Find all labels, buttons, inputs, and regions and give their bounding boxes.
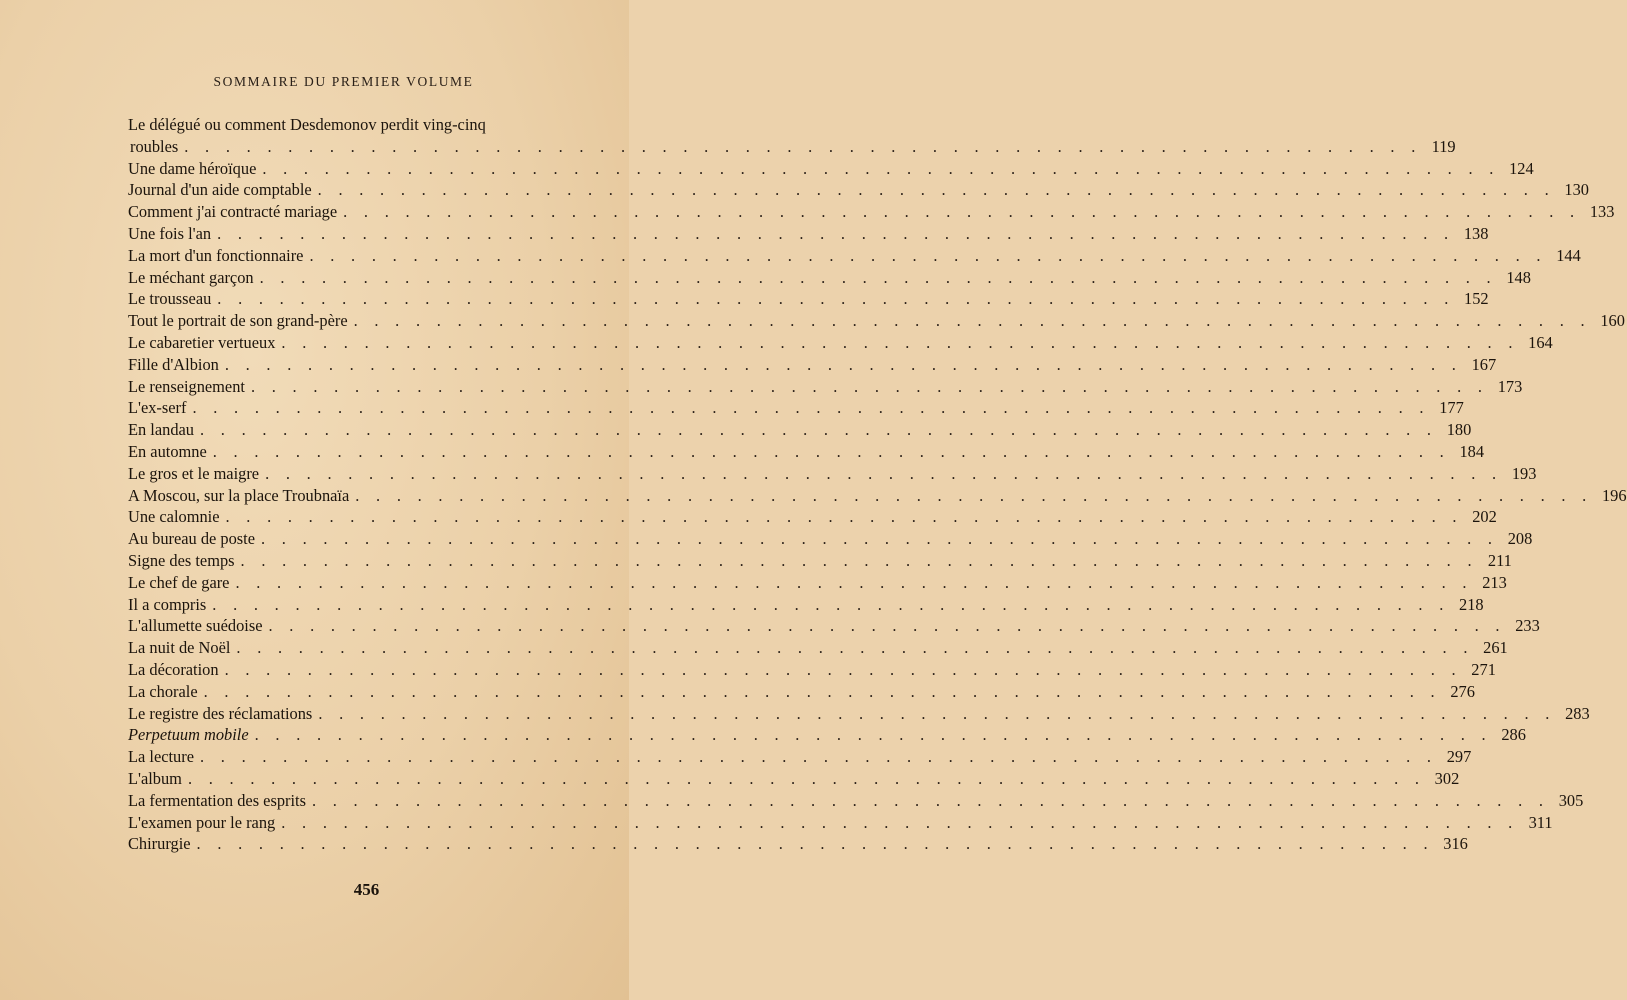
dot-leader: . . . . . . . . . . . . . . . . . . . . . . . . . . . . . . . . . . . . . . . . . . . . . . . . . . . . . . . . . . . .	[317, 180, 1555, 200]
toc-entry-title: La nuit de Noël	[128, 638, 231, 658]
toc-entry-row	[128, 179, 1589, 201]
toc-entry-page-number: 271	[1471, 659, 1496, 679]
toc-entry-title: En landau	[128, 420, 194, 440]
toc-entry-page-number: 233	[1515, 616, 1540, 636]
toc-entry-row	[128, 310, 1625, 332]
toc-entry-row	[128, 724, 1526, 746]
toc-entry-title: Une dame héroïque	[128, 158, 257, 178]
dot-leader: . . . . . . . . . . . . . . . . . . . . . . . . . . . . . . . . . . . . . . . . . . . . . . . . . . . . . . . . . . . .	[309, 245, 1547, 265]
toc-entry	[128, 376, 1523, 398]
toc-entry-row	[128, 376, 1523, 398]
toc-entry-page-number: 297	[1446, 747, 1472, 767]
dot-leader: . . . . . . . . . . . . . . . . . . . . . . . . . . . . . . . . . . . . . . . . . . . . . . . . . . . . . . . . . . . .	[343, 202, 1581, 222]
toc-entry-page-number: 305	[1558, 790, 1584, 810]
toc-entry-page-number: 202	[1472, 507, 1497, 527]
dot-leader: . . . . . . . . . . . . . . . . . . . . . . . . . . . . . . . . . . . . . . . . . . . . . . . . . . . . . . . . . . . .	[200, 420, 1438, 440]
toc-entry-title: Tout le portrait de son grand-père	[128, 311, 348, 331]
dot-leader: . . . . . . . . . . . . . . . . . . . . . . . . . . . . . . . . . . . . . . . . . . . . . . . . . . . . . . . . . . . .	[184, 136, 1422, 156]
toc-entry-row	[128, 354, 1497, 376]
dot-leader: . . . . . . . . . . . . . . . . . . . . . . . . . . . . . . . . . . . . . . . . . . . . . . . . . . . . . . . . . . . .	[224, 354, 1463, 374]
toc-entry-page-number: 124	[1509, 158, 1534, 178]
toc-entry-title: L'album	[128, 768, 182, 788]
toc-entry	[128, 179, 1589, 201]
toc-entry	[128, 812, 1553, 834]
toc-entry-page-number: 164	[1528, 332, 1553, 352]
toc-entry-row	[128, 528, 1533, 550]
toc-entry	[128, 114, 1456, 158]
toc-entry-page-number: 211	[1487, 550, 1512, 570]
toc-entry-row	[128, 506, 1497, 528]
dot-leader: . . . . . . . . . . . . . . . . . . . . . . . . . . . . . . . . . . . . . . . . . . . . . . . . . . . . . . . . . . . .	[217, 289, 1455, 309]
toc-entry-title: La mort d'un fonctionnaire	[128, 245, 304, 265]
toc-entry	[128, 485, 1627, 507]
dot-leader: . . . . . . . . . . . . . . . . . . . . . . . . . . . . . . . . . . . . . . . . . . . . . . . . . . . . . . . . . . . .	[281, 812, 1519, 832]
toc-entry-row	[128, 550, 1512, 572]
dot-leader: . . . . . . . . . . . . . . . . . . . . . . . . . . . . . . . . . . . . . . . . . . . . . . . . . . . . . . . . . . . .	[225, 507, 1463, 527]
toc-entry-row	[128, 572, 1507, 594]
dot-leader: . . . . . . . . . . . . . . . . . . . . . . . . . . . . . . . . . . . . . . . . . . . . . . . . . . . . . . . . . . . .	[212, 594, 1450, 614]
toc-entry-row	[128, 746, 1472, 768]
table-of-contents	[128, 114, 1627, 855]
toc-entry	[128, 615, 1540, 637]
dot-leader: . . . . . . . . . . . . . . . . . . . . . . . . . . . . . . . . . . . . . . . . . . . . . . . . . . . . . . . . . . . .	[235, 572, 1473, 592]
toc-entry-page-number: 144	[1556, 245, 1581, 265]
toc-entry	[128, 397, 1464, 419]
toc-entry-title: L'examen pour le rang	[128, 812, 276, 832]
toc-entry-row	[128, 267, 1531, 289]
toc-entry-page-number: 193	[1511, 463, 1537, 483]
toc-entry-page-number: 213	[1482, 572, 1507, 592]
toc-entry-title: Perpetuum mobile	[128, 725, 249, 745]
running-heading: SOMMAIRE DU PREMIER VOLUME	[213, 74, 474, 89]
toc-entry-title: Le renseignement	[128, 376, 245, 396]
toc-entry-row	[128, 158, 1534, 180]
toc-entry-title: Le registre des réclamations	[128, 703, 313, 723]
toc-entry	[128, 594, 1484, 616]
toc-entry-title: La chorale	[128, 681, 198, 701]
toc-entry-title: Une fois l'an	[128, 223, 212, 243]
toc-entry-row	[128, 223, 1489, 245]
dot-leader: . . . . . . . . . . . . . . . . . . . . . . . . . . . . . . . . . . . . . . . . . . . . . . . . . . . . . . . . . . . .	[196, 834, 1434, 854]
dot-leader: . . . . . . . . . . . . . . . . . . . . . . . . . . . . . . . . . . . . . . . . . . . . . . . . . . . . . . . . . . . .	[355, 485, 1593, 505]
dot-leader: . . . . . . . . . . . . . . . . . . . . . . . . . . . . . . . . . . . . . . . . . . . . . . . . . . . . . . . . . . . .	[217, 223, 1455, 243]
toc-entry-page-number: 173	[1497, 376, 1523, 396]
toc-entry	[128, 158, 1534, 180]
toc-entry	[128, 572, 1507, 594]
toc-entry-page-number: 283	[1565, 703, 1590, 723]
toc-entry-page-number: 316	[1443, 834, 1468, 854]
dot-leader: . . . . . . . . . . . . . . . . . . . . . . . . . . . . . . . . . . . . . . . . . . . . . . . . . . . . . . . . . . . .	[203, 681, 1441, 701]
toc-entry	[128, 506, 1497, 528]
toc-entry-page-number: 302	[1434, 768, 1460, 788]
toc-entry-page-number: 160	[1600, 311, 1625, 331]
dot-leader: . . . . . . . . . . . . . . . . . . . . . . . . . . . . . . . . . . . . . . . . . . . . . . . . . . . . . . . . . . . .	[236, 638, 1474, 658]
dot-leader: . . . . . . . . . . . . . . . . . . . . . . . . . . . . . . . . . . . . . . . . . . . . . . . . . . . . . . . . . . . .	[262, 158, 1500, 178]
toc-entry	[128, 724, 1526, 746]
toc-entry-title: La fermentation des esprits	[128, 790, 306, 810]
dot-leader: . . . . . . . . . . . . . . . . . . . . . . . . . . . . . . . . . . . . . . . . . . . . . . . . . . . . . . . . . . . .	[281, 332, 1519, 352]
toc-entry	[128, 463, 1537, 485]
toc-entry-title: La lecture	[128, 747, 194, 767]
toc-entry-row	[128, 485, 1627, 507]
toc-entry	[128, 267, 1531, 289]
toc-entry	[128, 703, 1590, 725]
toc-entry-title: Il a compris	[128, 594, 207, 614]
toc-entry	[128, 681, 1475, 703]
toc-entry-title: Le chef de gare	[128, 572, 230, 592]
toc-entry-row	[128, 615, 1540, 637]
toc-entry	[128, 245, 1581, 267]
toc-entry-page-number: 152	[1464, 289, 1489, 309]
toc-entry-row	[128, 681, 1475, 703]
toc-entry-page-number: 138	[1463, 223, 1489, 243]
toc-entry	[128, 637, 1508, 659]
toc-entry-title: Chirurgie	[128, 834, 191, 854]
toc-entry-title: Le trousseau	[128, 289, 212, 309]
toc-entry	[128, 659, 1496, 681]
toc-entry-page-number: 261	[1483, 638, 1508, 658]
dot-leader: . . . . . . . . . . . . . . . . . . . . . . . . . . . . . . . . . . . . . . . . . . . . . . . . . . . . . . . . . . . .	[224, 659, 1462, 679]
toc-entry-page-number: 177	[1439, 398, 1464, 418]
toc-entry-title: Le gros et le maigre	[128, 463, 260, 483]
toc-entry-page-number: 180	[1446, 420, 1472, 440]
toc-entry-row	[128, 637, 1508, 659]
toc-entry-page-number: 311	[1528, 812, 1553, 832]
toc-entry-row	[128, 288, 1489, 310]
dot-leader: . . . . . . . . . . . . . . . . . . . . . . . . . . . . . . . . . . . . . . . . . . . . . . . . . . . . . . . . . . . .	[259, 267, 1497, 287]
toc-entry-page-number: 148	[1506, 267, 1531, 287]
toc-entry	[128, 332, 1553, 354]
toc-entry-page-number: 208	[1507, 529, 1533, 549]
toc-entry-title: La décoration	[128, 659, 219, 679]
dot-leader: . . . . . . . . . . . . . . . . . . . . . . . . . . . . . . . . . . . . . . . . . . . . . . . . . . . . . . . . . . . .	[240, 550, 1478, 570]
dot-leader: . . . . . . . . . . . . . . . . . . . . . . . . . . . . . . . . . . . . . . . . . . . . . . . . . . . . . . . . . . . .	[353, 311, 1591, 331]
toc-entry-row	[128, 812, 1553, 834]
toc-entry	[128, 550, 1512, 572]
toc-entry-page-number: 119	[1431, 136, 1456, 156]
toc-entry	[128, 441, 1485, 463]
page-number: 456	[353, 880, 380, 899]
toc-entry-row	[128, 768, 1460, 790]
toc-entry	[128, 288, 1489, 310]
toc-entry	[128, 223, 1489, 245]
toc-entry-row	[128, 245, 1581, 267]
dot-leader: . . . . . . . . . . . . . . . . . . . . . . . . . . . . . . . . . . . . . . . . . . . . . . . . . . . . . . . . . . . .	[187, 768, 1426, 788]
dot-leader: . . . . . . . . . . . . . . . . . . . . . . . . . . . . . . . . . . . . . . . . . . . . . . . . . . . . . . . . . . . .	[261, 529, 1499, 549]
toc-entry-row	[128, 463, 1537, 485]
toc-entry-row	[128, 594, 1484, 616]
toc-entry-title: Comment j'ai contracté mariage	[128, 202, 338, 222]
toc-entry-page-number: 167	[1471, 354, 1497, 374]
toc-entry-title: A Moscou, sur la place Troubnaïa	[128, 485, 350, 505]
dot-leader: . . . . . . . . . . . . . . . . . . . . . . . . . . . . . . . . . . . . . . . . . . . . . . . . . . . . . . . . . . . .	[254, 725, 1492, 745]
toc-entry-row	[128, 332, 1553, 354]
dot-leader: . . . . . . . . . . . . . . . . . . . . . . . . . . . . . . . . . . . . . . . . . . . . . . . . . . . . . . . . . . . .	[268, 616, 1506, 636]
dot-leader: . . . . . . . . . . . . . . . . . . . . . . . . . . . . . . . . . . . . . . . . . . . . . . . . . . . . . . . . . . . .	[192, 398, 1430, 418]
toc-entry	[128, 310, 1625, 332]
dot-leader: . . . . . . . . . . . . . . . . . . . . . . . . . . . . . . . . . . . . . . . . . . . . . . . . . . . . . . . . . . . .	[265, 463, 1503, 483]
toc-entry	[128, 354, 1497, 376]
toc-entry	[128, 528, 1533, 550]
toc-entry-title: Signe des temps	[128, 550, 235, 570]
toc-entry-title: Au bureau de poste	[128, 529, 255, 549]
toc-entry-row	[128, 419, 1472, 441]
toc-entry	[128, 790, 1584, 812]
toc-entry-page-number: 196	[1601, 485, 1627, 505]
toc-entry-row	[128, 659, 1496, 681]
dot-leader: . . . . . . . . . . . . . . . . . . . . . . . . . . . . . . . . . . . . . . . . . . . . . . . . . . . . . . . . . . . .	[250, 376, 1489, 396]
toc-entry-row	[128, 833, 1468, 855]
toc-entry-page-number: 184	[1459, 441, 1485, 461]
toc-entry	[128, 768, 1460, 790]
toc-entry-title: En automne	[128, 441, 207, 461]
toc-entry-title: L'allumette suédoise	[128, 616, 263, 636]
toc-entry-page-number: 218	[1459, 594, 1484, 614]
toc-entry-title: roubles	[130, 136, 179, 156]
toc-entry-row	[128, 136, 1456, 158]
toc-entry-title: Le méchant garçon	[128, 267, 254, 287]
toc-entry-title-line1: Le délégué ou comment Desdemonov perdit ving-cinq	[128, 115, 486, 134]
toc-entry	[128, 419, 1472, 441]
toc-entry-row	[128, 790, 1584, 812]
toc-entry-title: L'ex-serf	[128, 398, 187, 418]
toc-entry-title: Le cabaretier vertueux	[128, 332, 276, 352]
toc-entry	[128, 201, 1615, 223]
dot-leader: . . . . . . . . . . . . . . . . . . . . . . . . . . . . . . . . . . . . . . . . . . . . . . . . . . . . . . . . . . . .	[212, 441, 1451, 461]
toc-entry-row	[128, 201, 1615, 223]
toc-entry-page-number: 133	[1589, 202, 1615, 222]
dot-leader: . . . . . . . . . . . . . . . . . . . . . . . . . . . . . . . . . . . . . . . . . . . . . . . . . . . . . . . . . . . .	[311, 790, 1550, 810]
dot-leader: . . . . . . . . . . . . . . . . . . . . . . . . . . . . . . . . . . . . . . . . . . . . . . . . . . . . . . . . . . . .	[318, 703, 1556, 723]
toc-entry-title: Une calomnie	[128, 507, 220, 527]
toc-entry-page-number: 130	[1564, 180, 1589, 200]
toc-entry-row	[128, 441, 1485, 463]
toc-entry-row	[128, 397, 1464, 419]
toc-entry-page-number: 276	[1450, 681, 1475, 701]
toc-entry-title: Fille d'Albion	[128, 354, 219, 374]
toc-entry-page-number: 286	[1501, 725, 1526, 745]
toc-entry-title: Journal d'un aide comptable	[128, 180, 312, 200]
toc-entry	[128, 746, 1472, 768]
toc-entry-row	[128, 703, 1590, 725]
dot-leader: . . . . . . . . . . . . . . . . . . . . . . . . . . . . . . . . . . . . . . . . . . . . . . . . . . . . . . . . . . . .	[199, 747, 1438, 767]
toc-entry	[128, 833, 1468, 855]
